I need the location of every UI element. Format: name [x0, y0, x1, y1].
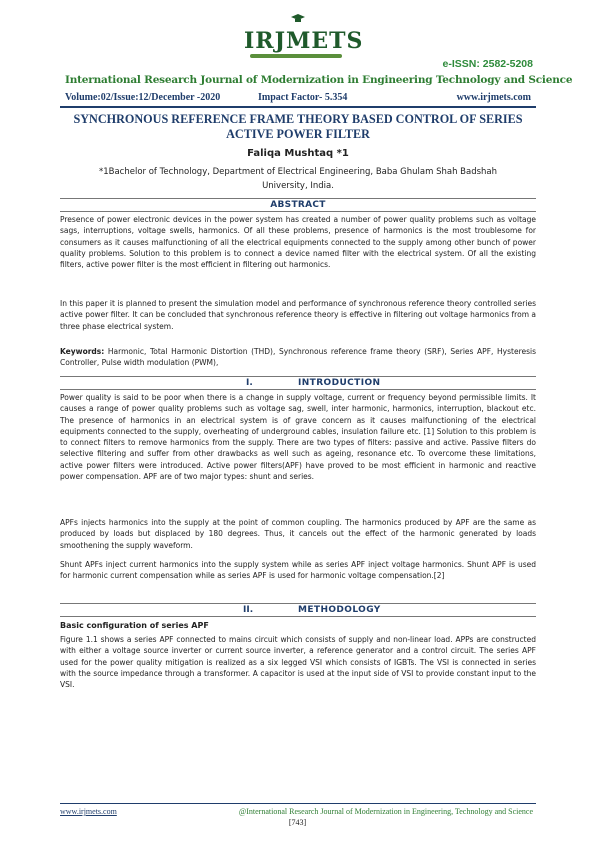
header-divider — [60, 106, 536, 108]
methodology-heading: METHODOLOGY — [298, 605, 381, 615]
abstract-paragraph-2: In this paper it is planned to present the simulation model and performance of synchronous reference theory controlled series active power filter. It can be concluded that synchronous reference theory is effective in filtering out voltage harmonics from a three phase electrical system. — [60, 299, 536, 331]
methodology-number: II. — [243, 605, 254, 615]
journal-logo — [244, 14, 364, 60]
keywords-label: Keywords: — [60, 347, 105, 356]
introduction-paragraph-1: Power quality is said to be poor when there is a change in supply voltage, current or frequency beyond permissible limits. It causes a range of power quality problems such as voltage sag, swell, inter harmonic, harmonics, interruption, blackout etc. The presence of harmonics in an electrical system is of grave concern as it causes malfunctioning of the electrical equipments connected to the supply, overheating of underground cables, insulation failure etc. [1] Solution to this problem is to connect filters to remove harmonics from the supply. There are two types of filters: passive and active. Passive filters do selective filtering and suffer from other drawbacks as well such as ageing, resonance etc. To overcome these limitations, active power filters were introduced. Active power filters(APF) have proved to be most efficient in harmonic and reactive power compensation. APF are of two major types: shunt and series. — [60, 393, 536, 482]
keywords-text: Harmonic, Total Harmonic Distortion (THD), Synchronous reference frame theory (SRF), Series APF, Hysteresis Controller, Pulse width modulation (PWM), — [60, 347, 536, 368]
author-name: Faliqa Mushtaq *1 — [247, 148, 349, 159]
introduction-paragraph-3: Shunt APFs inject current harmonics into the supply system while as series APF inject voltage harmonics. Shunt APF is used for harmonic current compensation while as series APF is used for harmonic voltage compensation.[2] — [60, 560, 536, 581]
eissn: e-ISSN: 2582-5208 — [442, 58, 533, 70]
logo-swoosh — [250, 54, 342, 58]
methodology-paragraph-1: Figure 1.1 shows a series APF connected to mains circuit which consists of supply and non-linear load. APPs are constructed with either a voltage source inverter or current source inverter, a reference generator and a control circuit. The series APF used for the power quality mitigation is realized as a six legged VSI which consists of IGBTs. The VSI is connected in series with the source impedance through a transformer. A capacitor is used at the input side of VSI to provide constant input to the VSI. — [60, 635, 536, 690]
logo-text: IRJMETS — [244, 28, 364, 54]
journal-website[interactable]: www.irjmets.com — [456, 92, 531, 103]
introduction-heading-bar — [60, 376, 536, 390]
affiliation-line-1: *1Bachelor of Technology, Department of Electrical Engineering, Baba Ghulam Shah Badshah — [98, 167, 498, 177]
abstract-paragraph-1: Presence of power electronic devices in the power system has created a number of power quality problems such as voltage sags, interruptions, voltage swells, harmonics. Of all these problems, presence of harmonics is the most troublesome for consumers as it causes malfunctioning of all the electrical equipments connected to the supply among other bunch of power quality problems. Solution to this problem is to connect a device named filter with the electrical system. Of all the existing filters, active power filter is the most efficient in filtering out harmonics. — [60, 215, 536, 270]
footer-website-link[interactable]: www.irjmets.com — [60, 807, 117, 816]
introduction-paragraph-2: APFs injects harmonics into the supply at the point of common coupling. The harmonics produced by APF are the same as produced by loads but displaced by 180 degrees. Thus, it cancels out the effect of the harmonic generated by loads smoothening the supply waveform. — [60, 518, 536, 550]
footer-divider — [60, 803, 536, 804]
journal-name: International Research Journal of Modernization in Engineering Technology and Science — [65, 74, 573, 86]
keywords — [60, 346, 536, 369]
introduction-number: I. — [246, 378, 253, 388]
impact-factor: Impact Factor- 5.354 — [258, 92, 348, 103]
methodology-subheading: Basic configuration of series APF — [60, 621, 209, 630]
page-number: [743] — [288, 818, 307, 827]
abstract-heading-bar — [60, 198, 536, 212]
abstract-heading: ABSTRACT — [270, 200, 326, 210]
issue-info: Volume:02/Issue:12/December -2020 — [65, 92, 221, 103]
methodology-heading-bar — [60, 603, 536, 617]
paper-title — [60, 112, 536, 142]
introduction-heading: INTRODUCTION — [298, 378, 381, 388]
author-affiliation — [60, 165, 536, 193]
title-line-2: ACTIVE POWER FILTER — [226, 127, 370, 141]
graduation-cap-icon — [291, 14, 305, 24]
title-line-1: SYNCHRONOUS REFERENCE FRAME THEORY BASED CONTROL OF SERIES — [73, 112, 523, 126]
affiliation-line-2: University, India. — [262, 181, 334, 191]
footer-copyright: @International Research Journal of Modernization in Engineering, Technology and Science — [238, 807, 533, 816]
